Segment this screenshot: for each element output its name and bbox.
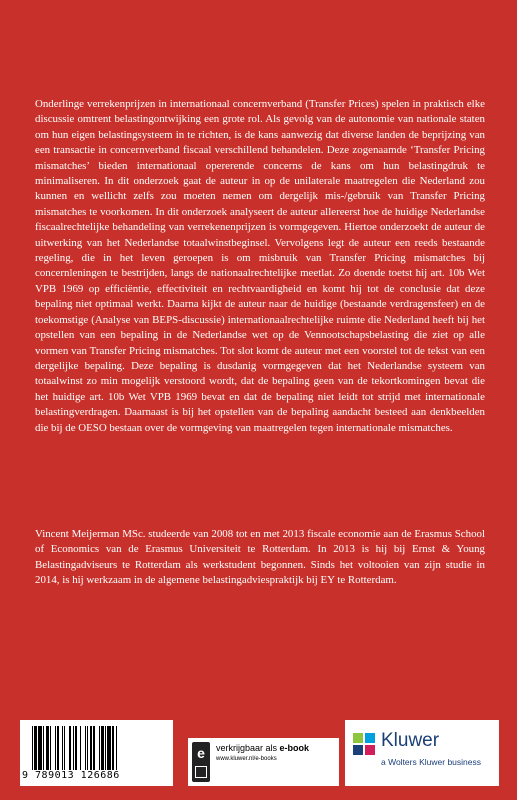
publisher-tagline: a Wolters Kluwer business (381, 757, 481, 767)
barcode (20, 720, 173, 786)
e-book-icon: e (192, 742, 210, 782)
kluwer-logo-icon (353, 733, 375, 755)
publisher-name: Kluwer (381, 730, 440, 751)
book-summary: Onderlinge verrekenprijzen in internationaal concernverband (Transfer Prices) spelen in praktisch elke discussie omtrent belastingontwijking een grote rol. Als gevolg van de autonomie van nationale staten om hun eigen belastingsysteem in te richten, is de kans aanwezig dat diverse landen de beprijzing van een transactie in concernverband fiscaal verschillend behandelen. Deze zogenaamde ‘Transfer Pricing mismatches’ bieden internationaal opererende concerns de kans om hun belastingdruk te minimaliseren. In dit onderzoek gaat de auteur in op de unilaterale maatregelen die Nederland zou kunnen en wellicht zelfs zou moeten nemen om dergelijk mis-/gebruik van Transfer Pricing mismatches te voorkomen. In dit onderzoek analyseert de auteur allereerst hoe de huidige Nederlandse fiscaalrechtelijke behandeling van verrekenenprijzen is vormgegeven. Hiertoe onderzoekt de auteur de uitwerking van het Nederlandse totaalwinstbeginsel. Vervolgens legt de auteur een reeds bestaande regeling, die in het leven geroepen is om misbruik van Transfer Pricing mismatches bij concernleningen te bestrijden, langs de nationaalrechtelijke meetlat. Zo doende toetst hij art. 10b Wet VPB 1969 op efficiëntie, effectiviteit en rechtvaardigheid en komt hij tot de conclusie dat deze bepaling niet optimaal werkt. Daarna kijkt de auteur naar de huidige (bestaande verdragensfeer) en de toekomstige (Analyse van BEPS-discussie) internationaalrechtelijke ruimte die Nederland heeft bij het opstellen van een bepaling in de Nederlandse wet op de Vennootschapsbelasting die ziet op alle vormen van Transfer Pricing mismatches. Tot slot komt de auteur met een voorstel tot de tekst van een dergelijke bepaling. Deze bepaling is dusdanig vormgegeven dat het Nederlandse systeem van totaalwinst zo min mogelijk verstoord wordt, dat de bepaling geen van de tekortkomingen bevat die het huidige art. 10b Wet VPB 1969 bevat en dat de bepaling niet leidt tot strijd met internationale belastingverdragen. Daarnaast is bij het opstellen van de bepaling aandacht besteed aan denkbeelden die bij de OESO bestaan over de vormgeving van maatregelen tegen internationale mismatches. (35, 98, 485, 434)
publisher-badge (345, 720, 499, 786)
barcode-bar (117, 726, 119, 770)
author-bio: Vincent Meijerman MSc. studeerde van 2008 tot en met 2013 fiscale economie aan de Erasmus School of Economics van de Erasmus Universiteit te Rotterdam. In 2013 is hij bij Ernst & Young Belastingadviseurs te Rotterdam als werkstudent begonnen. Sinds het voltooien van zijn studie in 2014, is hij werkzaam in de algemene belastingadviespraktijk bij EY te Rotterdam. (35, 528, 485, 587)
ebook-label: verkrijgbaar als e-book (216, 743, 310, 753)
ebook-badge (188, 738, 339, 786)
barcode-digits: 9 789013 126686 (22, 770, 120, 781)
ebook-url: www.kluwer.nl/e-books (216, 756, 277, 762)
barcode-bars (32, 726, 166, 770)
